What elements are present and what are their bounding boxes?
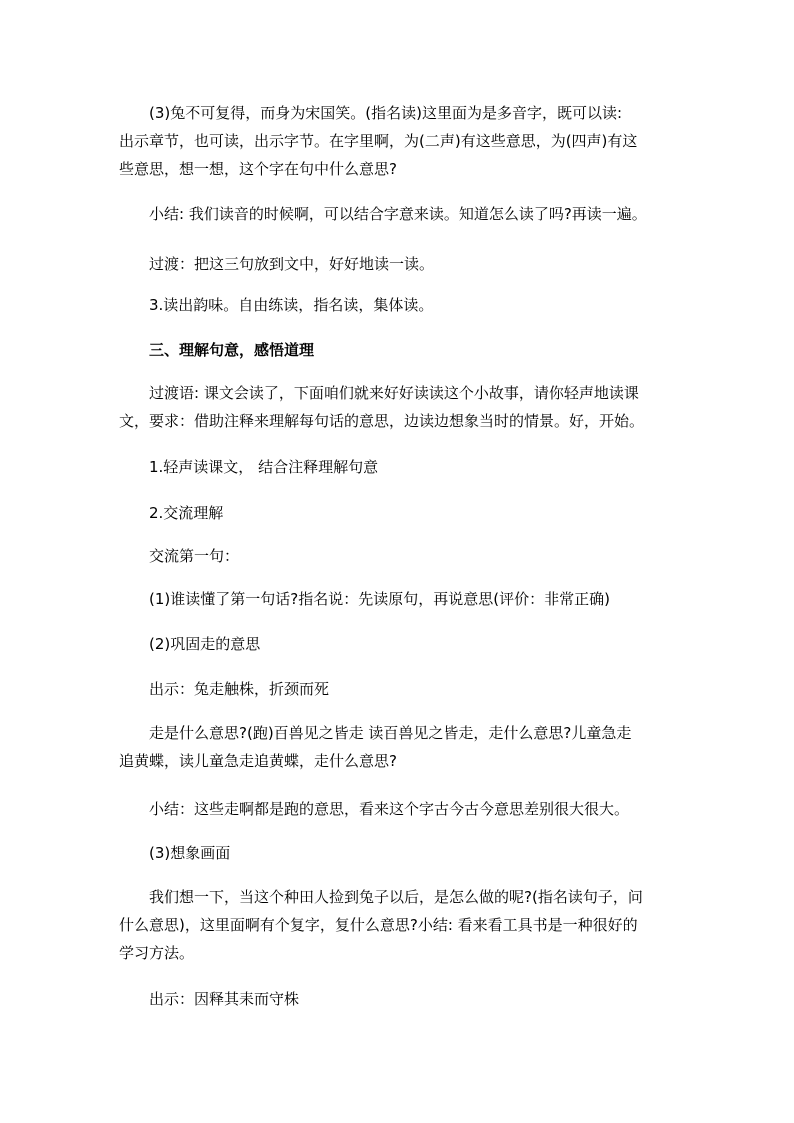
text-line: 走是什么意思?(跑)百兽见之皆走 读百兽见之皆走，走什么意思?儿童急走 [149,724,632,742]
section-heading [119,336,709,364]
paragraph-first-sentence [119,542,709,570]
paragraph-item-3 [119,839,709,867]
text-line: 出示：兔走触株，折颈而死 [149,680,330,698]
paragraph-zou-meaning [119,719,709,775]
text-line: 些意思，想一想，这个字在句中什么意思? [119,160,397,178]
text-line: 出示：因释其耒而守株 [149,990,300,1008]
paragraph-step-3 [119,291,709,319]
text-line: 过渡语: 课文会读了，下面咱们就来好好读读这个小故事，请你轻声地读课 [149,384,639,402]
paragraph-item-2 [119,630,709,658]
text-line: 过渡：把这三句放到文中，好好地读一读。 [149,255,435,273]
paragraph-imagine [119,883,709,967]
heading-line: 三、理解句意，感悟道理 [149,341,315,359]
paragraph-transition-1 [119,250,709,278]
text-line: (1)谁读懂了第一句话?指名说：先读原句，再说意思(评价：非常正确) [149,590,610,608]
paragraph-step-1 [119,453,709,481]
paragraph-show-1 [119,675,709,703]
paragraph-summary-2 [119,795,709,823]
text-line: 追黄蝶，读儿童急走追黄蝶，走什么意思? [119,752,397,770]
text-line: 2.交流理解 [149,504,224,522]
text-line: (3)想象画面 [149,844,231,862]
text-line: 小结：这些走啊都是跑的意思，看来这个字古今古今意思差别很大很大。 [149,800,630,818]
text-line: 交流第一句： [149,547,240,565]
text-line: 学习方法。 [119,944,195,962]
paragraph-step-2 [119,499,709,527]
text-line: 文，要求：借助注释来理解每句话的意思，边读边想象当时的情景。好，开始。 [119,412,645,430]
paragraph-item-1 [119,585,709,613]
text-line: (2)巩固走的意思 [149,635,261,653]
paragraph-duoyinzi [119,99,709,183]
text-line: 3.读出韵味。自由练读，指名读，集体读。 [149,296,434,314]
text-line: 什么意思)，这里面啊有个复字，复什么意思?小结: 看来看工具书是一种很好的 [119,916,638,934]
text-line: 出示章节，也可读，出示字节。在字里啊，为(二声)有这些意思，为(四声)有这 [119,132,638,150]
text-line: 1.轻声读课文， 结合注释理解句意 [149,458,379,476]
paragraph-show-2 [119,985,709,1013]
text-line: 小结: 我们读音的时候啊，可以结合字意来读。知道怎么读了吗?再读一遍。 [149,205,647,223]
paragraph-transition-2 [119,379,709,435]
paragraph-summary-1 [119,200,709,228]
text-line: 我们想一下，当这个种田人捡到兔子以后，是怎么做的呢?(指名读句子，问 [149,888,643,906]
text-line: (3)兔不可复得，而身为宋国笑。(指名读)这里面为是多音字，既可以读: [149,104,623,122]
